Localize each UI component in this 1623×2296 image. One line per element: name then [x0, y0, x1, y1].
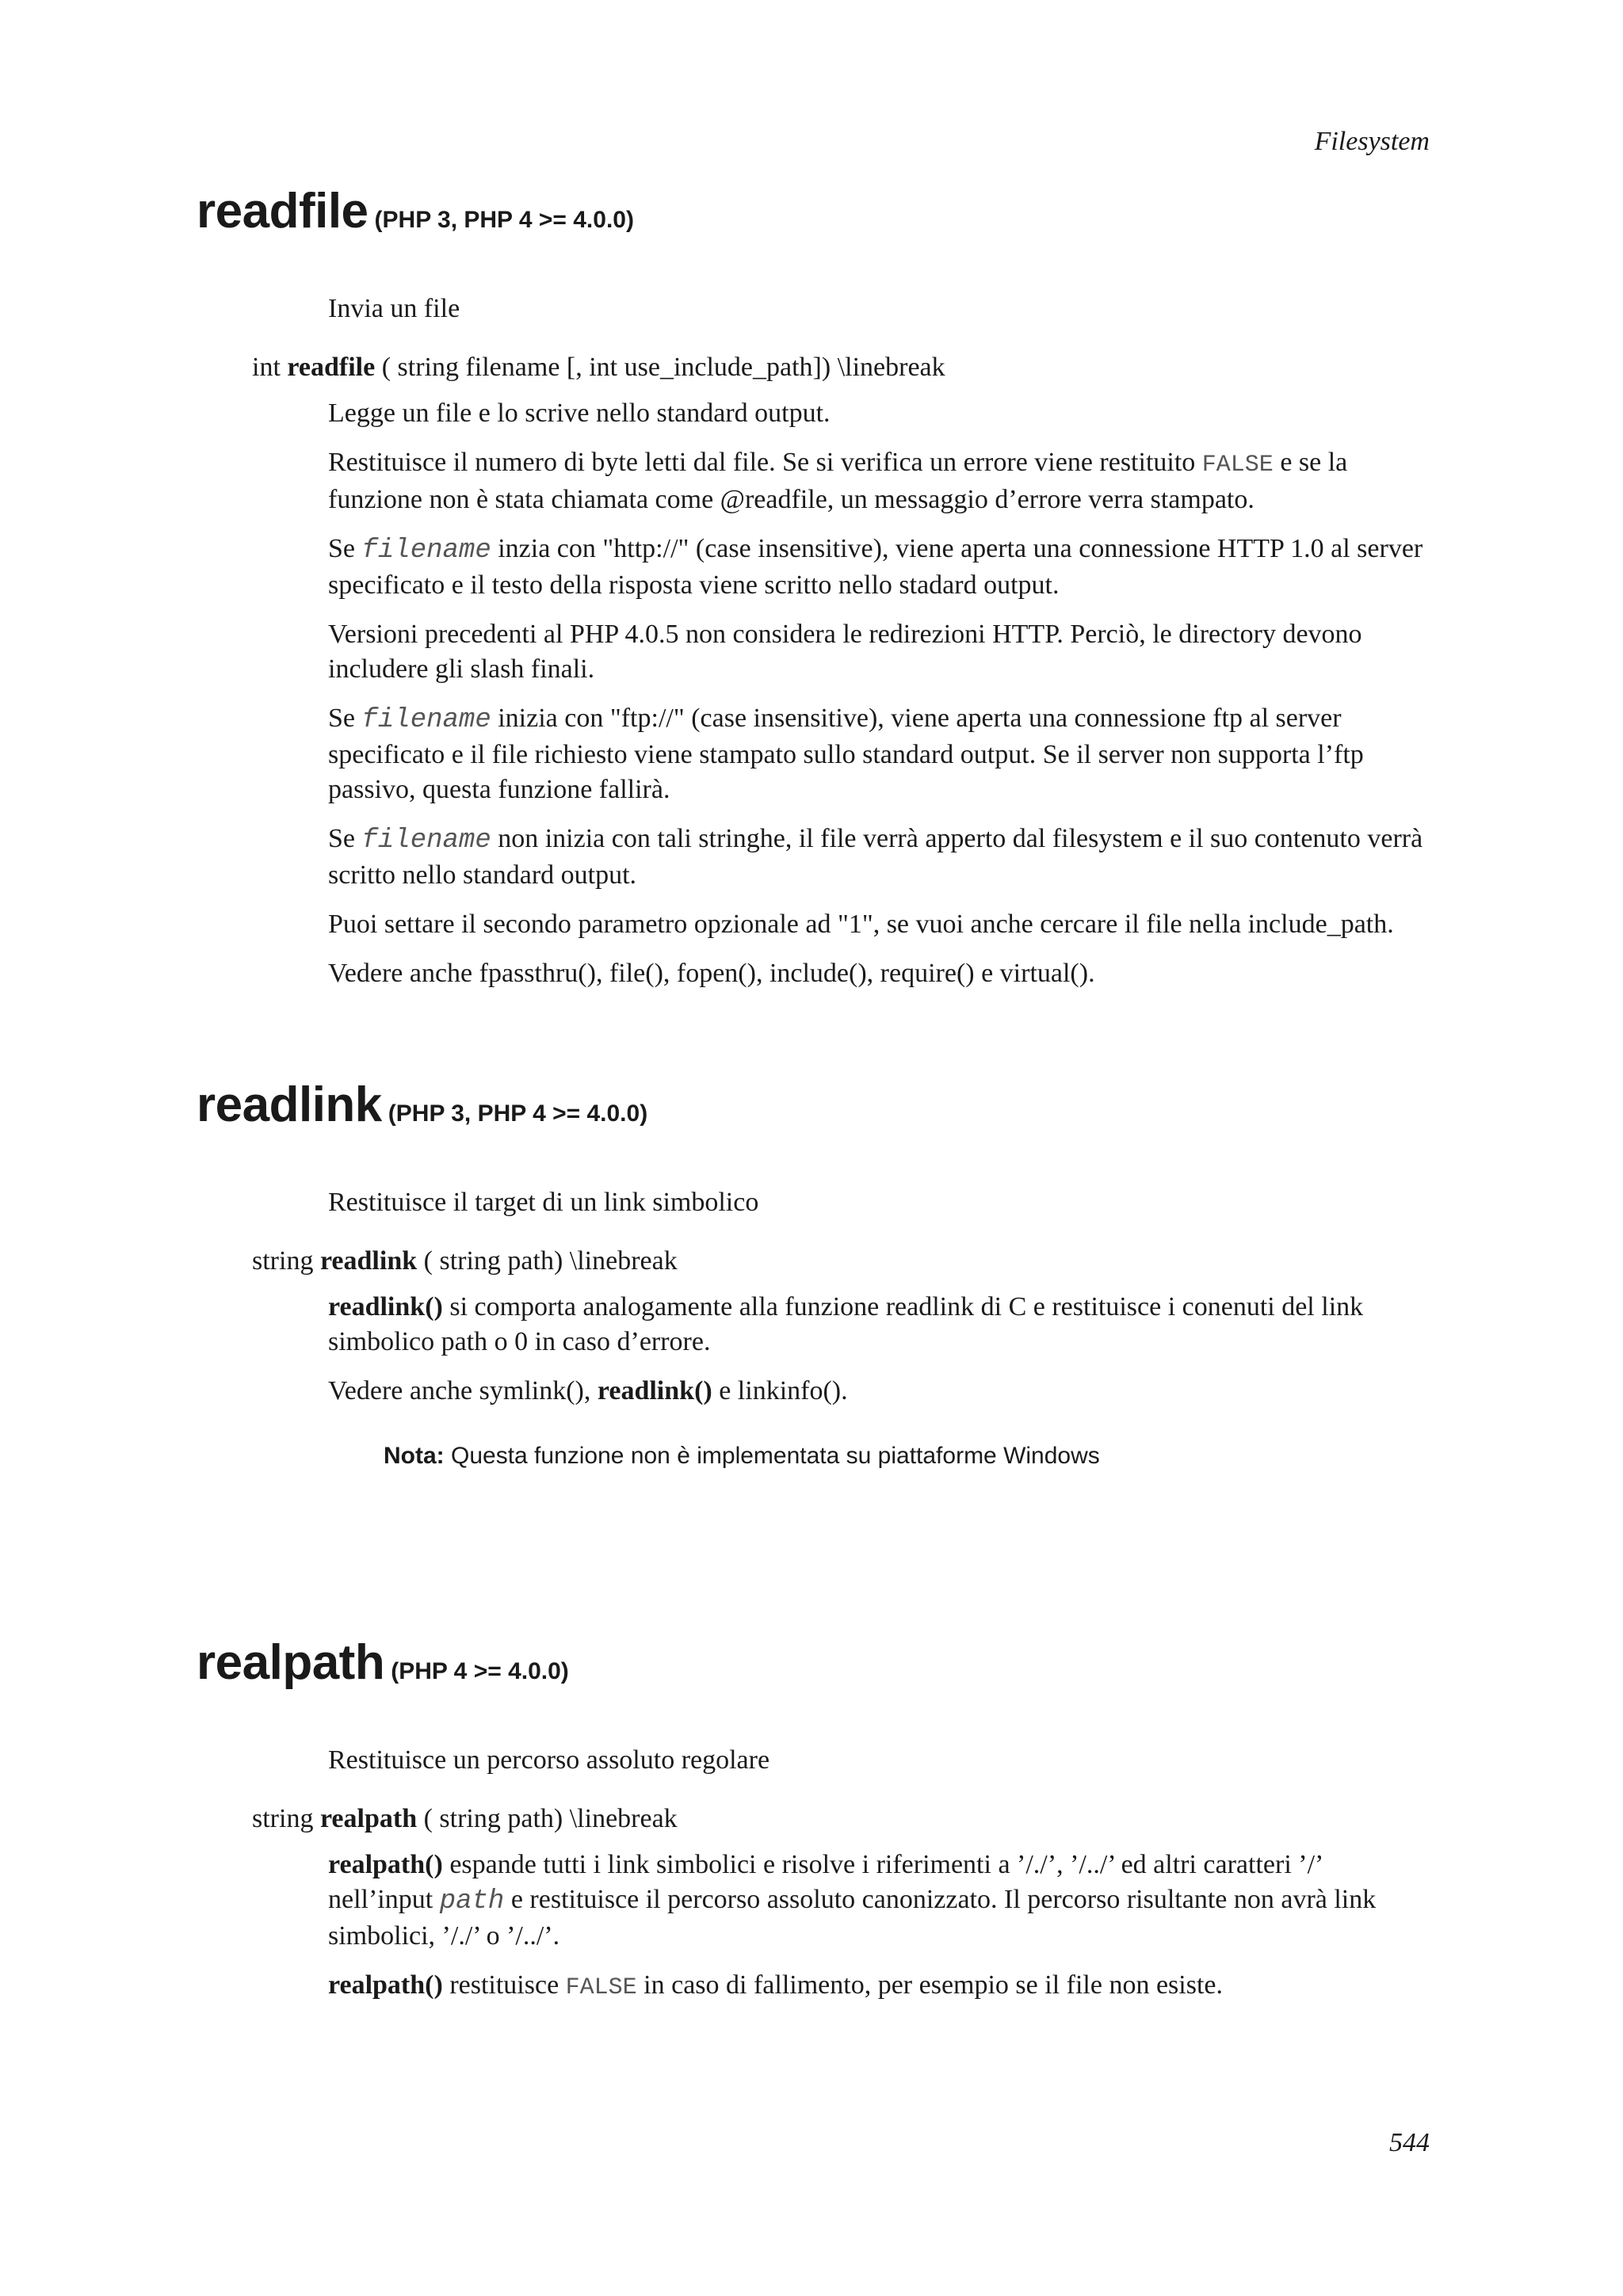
function-synopsis: [252, 1802, 1433, 1836]
paragraph: Legge un file e lo scrive nello standard output.: [328, 399, 831, 428]
synopsis-name: realpath: [319, 1804, 418, 1833]
function-name: realpath: [197, 1635, 385, 1690]
page-number: 544: [1389, 2128, 1430, 2157]
paragraph: Se filename inizia con "ftp://" (case insensitive), viene aperta una connessione ftp al server specificato e il file richiesto viene stampato sullo standard output. Se il server non supporta l’ftp passivo, questa funzione fallirà.: [328, 704, 1364, 804]
paragraph: Se filename non inizia con tali stringhe, il file verrà apperto dal filesystem e il suo contenuto verrà scritto nello standard output.: [328, 824, 1423, 890]
version-info: (PHP 3, PHP 4 >= 4.0.0): [374, 207, 634, 233]
function-synopsis: [252, 1244, 1433, 1279]
constant-false: FALSE: [565, 1974, 637, 2001]
synopsis-args: ( string path) \linebreak: [423, 1246, 678, 1276]
description: [328, 1290, 1433, 1409]
see-also: Vedere anche fpassthru(), file(), fopen(), include(), require() e virtual().: [328, 959, 1095, 988]
paragraph: Restituisce il numero di byte letti dal file. Se si verifica un errore viene restituito FALSE e se la funzione non è stata chiamata come @readfile, un messaggio d’errore verra stampato.: [328, 448, 1348, 514]
purpose: Restituisce un percorso assoluto regolare: [328, 1745, 770, 1775]
function-name: readfile: [197, 184, 369, 238]
return-type: int: [252, 353, 281, 382]
function-ref: readlink(): [597, 1376, 712, 1405]
entry-realpath: [197, 1635, 1433, 2019]
parameter-name: filename: [361, 826, 491, 856]
see-also: Vedere anche symlink(), readlink() e linkinfo().: [328, 1376, 848, 1405]
paragraph: Se filename inzia con "http://" (case insensitive), viene aperta una connessione HTTP 1.0 al server specificato e il testo della risposta viene scritto nello stadard output.: [328, 534, 1423, 600]
entry-readlink: [197, 1077, 1433, 1472]
entry-title: [197, 1635, 1433, 1690]
synopsis-args: ( string filename [, int use_include_path]) \linebreak: [381, 353, 945, 382]
description: [328, 1848, 1433, 2005]
synopsis-name: readfile: [287, 353, 376, 382]
paragraph: Versioni precedenti al PHP 4.0.5 non considera le redirezioni HTTP. Perciò, le directory devono includere gli slash finali.: [328, 620, 1362, 684]
return-type: string: [252, 1246, 314, 1276]
return-type: string: [252, 1804, 314, 1833]
note: [384, 1440, 1433, 1472]
constant-false: FALSE: [1201, 452, 1274, 479]
purpose: Invia un file: [328, 294, 460, 323]
function-ref: readlink(): [328, 1292, 443, 1322]
version-info: (PHP 3, PHP 4 >= 4.0.0): [388, 1100, 648, 1127]
function-synopsis: [252, 350, 1433, 385]
description: [328, 396, 1433, 991]
function-ref: realpath(): [328, 1970, 443, 2000]
function-name: readlink: [197, 1077, 382, 1132]
parameter-name: filename: [361, 536, 491, 566]
entry-title: [197, 184, 1433, 238]
paragraph: readlink() si comporta analogamente alla funzione readlink di C e restituisce i conenuti del link simbolico path o 0 in caso d’errore.: [328, 1292, 1364, 1356]
entry-readfile: [197, 184, 1433, 1005]
synopsis-args: ( string path) \linebreak: [423, 1804, 678, 1833]
entry-title: [197, 1077, 1433, 1132]
function-ref: realpath(): [328, 1850, 443, 1879]
running-header: Filesystem: [1314, 127, 1430, 156]
synopsis-name: readlink: [319, 1246, 418, 1276]
version-info: (PHP 4 >= 4.0.0): [391, 1658, 569, 1684]
note-label: Nota:: [384, 1443, 445, 1469]
purpose: Restituisce il target di un link simbolico: [328, 1188, 759, 1217]
parameter-name: path: [439, 1886, 505, 1917]
paragraph: realpath() restituisce FALSE in caso di fallimento, per esempio se il file non esiste.: [328, 1970, 1223, 2001]
paragraph: Puoi settare il secondo parametro opzionale ad "1", se vuoi anche cercare il file nella include_path.: [328, 910, 1394, 939]
parameter-name: filename: [361, 705, 491, 735]
paragraph: realpath() espande tutti i link simbolici e risolve i riferimenti a ’/./’, ’/../’ ed altri caratteri ’/’ nell’input path e restituisce il percorso assoluto canonizzato. Il percorso risultante non avrà link simbolici, ’/./’ o ’/../’.: [328, 1850, 1377, 1951]
note-text: Questa funzione non è implementata su piattaforme Windows: [451, 1443, 1100, 1469]
